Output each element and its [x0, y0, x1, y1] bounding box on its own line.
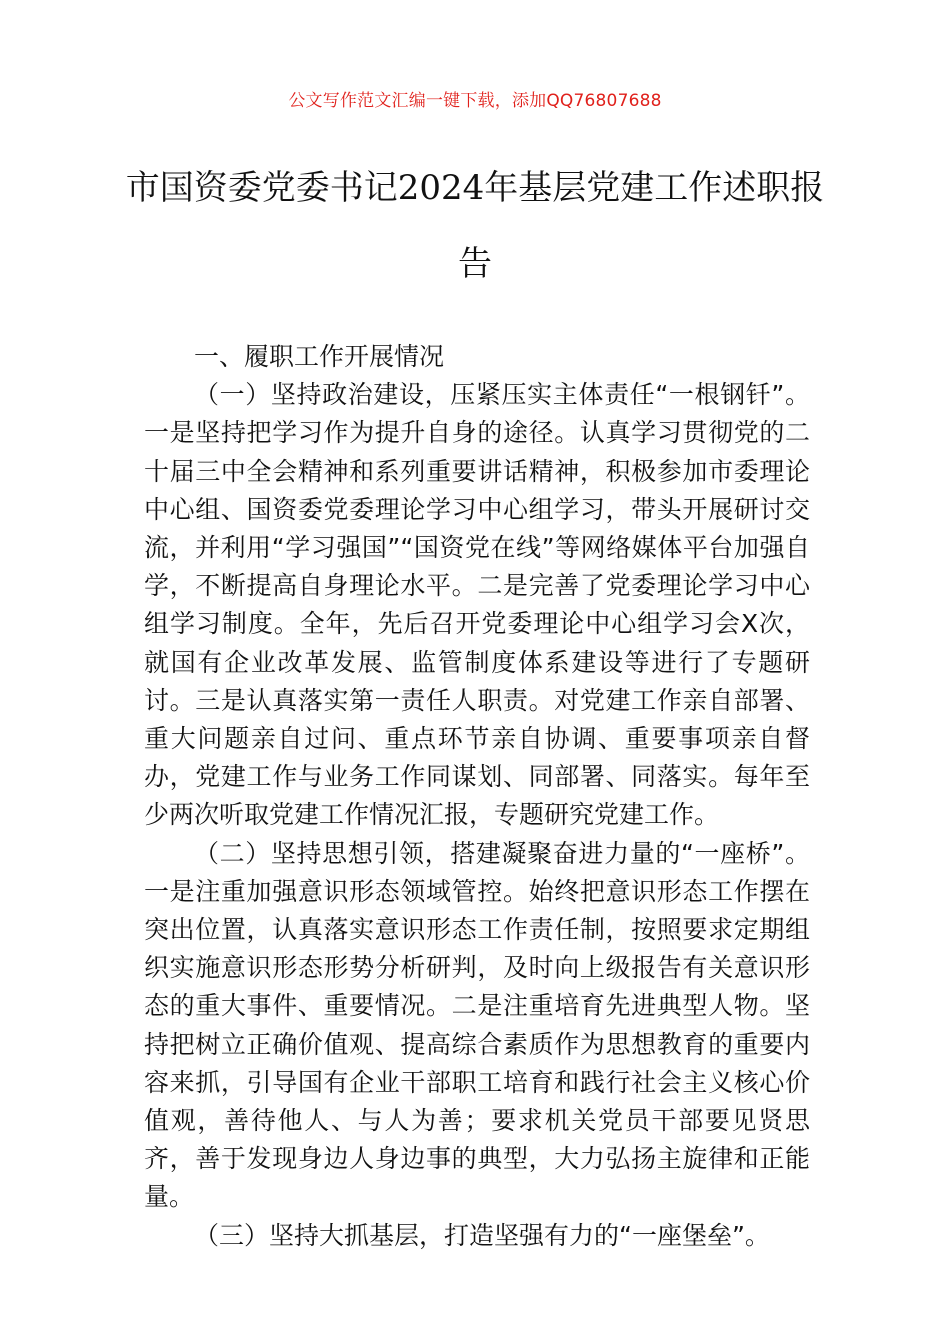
paragraph-2: （二）坚持思想引领，搭建凝聚奋进力量的“一座桥”。一是注重加强意识形态领域管控。始终把意识形态工作摆在突出位置，认真落实意识形态工作责任制，按照要求定期组织实施意识形态形势分析研判，及时向上级报告有关意识形态的重大事件、重要情况。二是注重培育先进典型人物。坚持把树立正确价值观、提高综合素质作为思想教育的重要内容来抓，引导国有企业干部职工培育和践行社会主义核心价值观，善待他人、与人为善；要求机关党员干部要见贤思齐，善于发现身边人身边事的典型，大力弘扬主旋律和正能量。 — [144, 838, 810, 1212]
document-title: 市国资委党委书记2024年基层党建工作述职报告 — [125, 168, 825, 284]
document-body — [144, 338, 810, 1255]
section-heading: 一、履职工作开展情况 — [194, 342, 445, 371]
paragraph-1: （一）坚持政治建设，压紧压实主体责任“一根钢钎”。一是坚持把学习作为提升自身的途径。认真学习贯彻党的二十届三中全会精神和系列重要讲话精神，积极参加市委理论中心组、国资委党委理论学习中心组学习，带头开展研讨交流，并利用“学习强国”“国资党在线”等网络媒体平台加强自学，不断提高自身理论水平。二是完善了党委理论学习中心组学习制度。全年，先后召开党委理论中心组学习会X次，就国有企业改革发展、监管制度体系建设等进行了专题研讨。三是认真落实第一责任人职责。对党建工作亲自部署、重大问题亲自过问、重点环节亲自协调、重要事项亲自督办，党建工作与业务工作同谋划、同部署、同落实。每年至少两次听取党建工作情况汇报，专题研究党建工作。 — [144, 380, 810, 830]
paragraph-3: （三）坚持大抓基层，打造坚强有力的“一座堡垒”。 — [194, 1220, 770, 1250]
download-banner: 公文写作范文汇编一键下载，添加QQ76807688 — [288, 91, 662, 111]
